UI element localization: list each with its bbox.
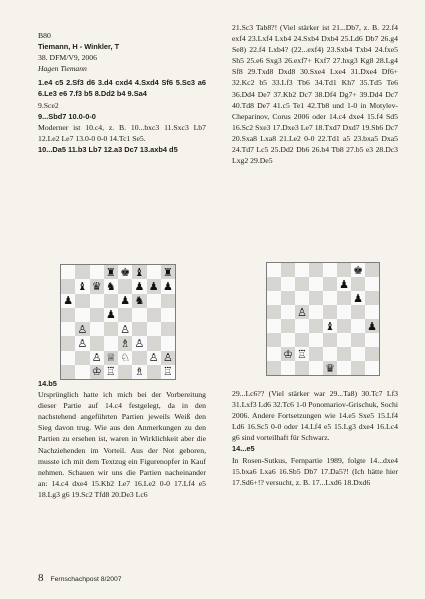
chess-piece: ♖ [105, 365, 116, 379]
board-square [295, 291, 309, 305]
board-square [61, 294, 75, 308]
chess-piece: ♚ [120, 265, 131, 279]
board-square [351, 277, 365, 291]
board-square [309, 333, 323, 347]
board-square [281, 305, 295, 319]
board-square [61, 265, 75, 279]
board-square [295, 333, 309, 347]
board-square [295, 263, 309, 277]
chess-piece: ♙ [148, 351, 159, 365]
board-square [104, 351, 118, 365]
chess-piece: ♝ [325, 319, 335, 333]
board-square [351, 347, 365, 361]
board-square [309, 263, 323, 277]
chess-piece: ♙ [134, 336, 145, 350]
board-square [147, 351, 161, 365]
board-square [104, 265, 118, 279]
board-square [295, 361, 309, 375]
chess-piece: ♙ [77, 322, 88, 336]
chess-piece: ♚ [353, 263, 363, 277]
chess-piece: ♛ [325, 361, 335, 375]
board-square [90, 351, 104, 365]
board-square [267, 277, 281, 291]
board-square [365, 361, 379, 375]
move-heading: 14.b5 [38, 379, 57, 388]
board-square [365, 277, 379, 291]
page-number: 8 [38, 572, 44, 584]
board-square [281, 263, 295, 277]
board-square [61, 279, 75, 293]
board-square [147, 308, 161, 322]
board-square [118, 308, 132, 322]
chess-piece: ♛ [91, 279, 102, 293]
analysis-text-2: 29...Lc6?? (Viel stärker war 29...Ta8) 30.Tc7 Lf3 31.Lxf3 Ld6 32.Tc6 1-0 Ponomariov-Grischuk, Sochi 2006. Andere Fortsetzungen wie 14.e5 Sxe5 15.Lf4 Ld6 16.Sc5 0-0 oder 14.Lf4 e5 15.Lg3 dxe4 16.Lc4 g6 sind vorteilhaft für Schwarz. [232, 389, 398, 443]
chess-piece: ♙ [120, 322, 131, 336]
board-square [61, 336, 75, 350]
chess-piece: ♟ [120, 294, 131, 308]
board-square [104, 322, 118, 336]
chess-piece: ♟ [63, 294, 74, 308]
board-square [295, 277, 309, 291]
board-square [351, 305, 365, 319]
board-square [267, 319, 281, 333]
board-square [323, 347, 337, 361]
chess-piece: ♗ [134, 365, 145, 379]
left-column-bottom [38, 378, 206, 500]
board-square [365, 347, 379, 361]
board-square [323, 333, 337, 347]
board-square [61, 308, 75, 322]
board-square [323, 361, 337, 375]
chess-piece: ♟ [162, 279, 173, 293]
board-square [147, 365, 161, 379]
chess-piece: ♜ [105, 265, 116, 279]
chess-piece: ♗ [120, 336, 131, 350]
chess-piece: ♙ [162, 351, 173, 365]
board-square [365, 263, 379, 277]
chess-piece: ♝ [77, 279, 88, 293]
board-square [281, 361, 295, 375]
right-column-top [232, 22, 398, 166]
chess-piece: ♙ [91, 351, 102, 365]
board-square [90, 308, 104, 322]
board-square [351, 319, 365, 333]
board-square [309, 319, 323, 333]
board-square [281, 333, 295, 347]
board-square [161, 336, 175, 350]
board-square [132, 265, 146, 279]
board-square [104, 308, 118, 322]
mainline-moves-2: 9...Sbd7 10.0-0-0 [38, 111, 96, 121]
board-square [309, 305, 323, 319]
board-square [337, 361, 351, 375]
board-square [61, 365, 75, 379]
board-square [90, 294, 104, 308]
chess-piece: ♔ [283, 347, 293, 361]
analysis-text: Ursprünglich hatte ich mich bei der Vorbereitung dieser Partie auf 14.c4 festgelegt, da in den nachstehend angeführten Partien jeweils Weiß den Sieg davon trug. Wie aus den Anmerkungen zu den Partien zu ersehen ist, waren in Wirklichkeit aber die Nachziehenden im Vorteil. Aus der Not geboren, musste ich mit dem Textzug ein Figurenopfer in Kauf nehmen. Schauen wir uns die Partien nacheinander an: 14.c4 dxe4 15.Kb2 Le7 16.Le2 0-0 17.Lf4 e5 18.Lg3 g6 19.Sc2 Tfd8 20.De3 Lc6 [38, 390, 206, 499]
board-square [337, 263, 351, 277]
board-square [132, 351, 146, 365]
chess-piece: ♙ [77, 336, 88, 350]
board-square [337, 291, 351, 305]
board-square [337, 319, 351, 333]
board-square [267, 333, 281, 347]
board-square [118, 351, 132, 365]
publication-name: Fernschachpost 8/2007 [50, 576, 122, 583]
board-square [132, 308, 146, 322]
board-square [118, 279, 132, 293]
left-column-top [38, 30, 206, 155]
move-heading-2: 14...e5 [232, 444, 255, 454]
board-square [337, 305, 351, 319]
board-square [90, 265, 104, 279]
game-players: Tiemann, H - Winkler, T [38, 42, 120, 52]
board-square [161, 265, 175, 279]
board-square [161, 279, 175, 293]
board-square [365, 333, 379, 347]
page-footer [38, 572, 122, 584]
board-square [118, 336, 132, 350]
variation-comment: 21.Sc3 Tab8?! (Viel stärker ist 21...Db7, z. B. 22.f4 exf4 23.Lxf4 Lxb4 24.Sxb4 Dxb4 25.Ld6 Db7 26.g4 Se8) 22.f4 Lxb4? (22...exf4) 23.Sxb4 Txb4 24.fxe5 Sh5 25.e6 Sxg3 26.exf7+ Kxf7 27.hxg3 Kg8 28.Lg4 Sf8 29.Txd8 Dxd8 30.Sxe4 Lxe4 31.Dxe4 Df6+ 32.Kc2 b5 33.Lf3 Tb6 34.Td1 Kh7 35.Td5 Te6 36.Dd4 De7 37.Kb2 Dc7 38.Df4 Dg7+ 39.Dd4 Dc7 40.Td8 De7 41.c5 Te1 42.Tb8 und 1-0 in Motylev-Cheparinov, Corus 2006 oder 14.c4 dxe4 15.f4 Sd5 16.Sc2 Sxe3 17.Dxe3 Le7 18.Txd7 Dxd7 19.Sb6 Dc7 20.Sxa8 Lxa8 21.Le2 0-0 22.Td1 a5 23.bxa5 Dxa5 24.Td7 Lc5 25.Dd2 Db6 26.b4 Tb8 27.b5 e3 28.Dc3 Lxg2 29.De5 [232, 23, 398, 166]
board-square [161, 351, 175, 365]
board-square [75, 322, 89, 336]
board-square [351, 361, 365, 375]
chess-piece: ♖ [297, 347, 307, 361]
board-square [75, 351, 89, 365]
board-square [75, 308, 89, 322]
board-square [132, 279, 146, 293]
board-square [104, 365, 118, 379]
board-square [281, 277, 295, 291]
board-square [323, 263, 337, 277]
board-square [61, 322, 75, 336]
board-square [337, 333, 351, 347]
comment-1: Moderner ist 10.c4, z. B. 10...bxc3 11.Sxc3 Lb7 12.Le2 Le7 13.0-0 0-0 14.Tc1 Se5. [38, 122, 206, 143]
board-square [118, 365, 132, 379]
board-square [132, 365, 146, 379]
alternative-move: 9.Sce2 [38, 100, 59, 110]
analysis-text-3: In Rosen-Sutkus, Fernpartie 1989, folgte 14...dxe4 15.bxa6 Lxa6 16.Sb5 Db7 17.Da5?! (Ich hätte hier 17.Sd6+!? versucht, z. B. 17...Lxd6 18.Dxd6 [232, 455, 398, 487]
board-square [104, 294, 118, 308]
board-square [147, 322, 161, 336]
eco-code: B80 [38, 31, 51, 40]
board-square [337, 277, 351, 291]
chess-piece: ♜ [162, 265, 173, 279]
board-square [309, 291, 323, 305]
board-square [267, 347, 281, 361]
board-square [365, 291, 379, 305]
annotator: Hagen Tiemann [38, 64, 87, 74]
board-square [309, 361, 323, 375]
chess-piece: ♕ [105, 351, 116, 365]
board-square [351, 291, 365, 305]
board-square [75, 336, 89, 350]
board-square [267, 361, 281, 375]
board-square [295, 305, 309, 319]
board-square [118, 265, 132, 279]
chess-piece: ♟ [148, 279, 159, 293]
chess-piece: ♘ [120, 351, 131, 365]
chess-piece: ♙ [297, 305, 307, 319]
board-square [90, 322, 104, 336]
board-square [267, 263, 281, 277]
board-square [309, 277, 323, 291]
board-square [90, 365, 104, 379]
board-square [161, 294, 175, 308]
board-square [323, 277, 337, 291]
mainline-moves-1: 1.e4 c5 2.Sf3 d6 3.d4 cxd4 4.Sxd4 Sf6 5.Sc3 a6 6.Le3 e6 7.f3 b5 8.Dd2 b4 9.Sa4 [38, 78, 206, 99]
board-square [161, 308, 175, 322]
right-column-bottom [232, 388, 398, 488]
board-square [147, 294, 161, 308]
board-square [147, 279, 161, 293]
board-square [118, 322, 132, 336]
board-square [295, 319, 309, 333]
board-square [90, 336, 104, 350]
board-square [104, 279, 118, 293]
game-event: 38. DFM/V9, 2006 [38, 53, 97, 63]
mainline-moves-3: 10...Da5 11.b3 Lb7 12.a3 Dc7 13.axb4 d5 [38, 144, 178, 154]
chess-diagram-1 [60, 264, 176, 380]
board-square [323, 305, 337, 319]
board-square [281, 319, 295, 333]
board-square [351, 263, 365, 277]
chess-piece: ♟ [367, 319, 377, 333]
board-square [61, 351, 75, 365]
board-square [323, 319, 337, 333]
board-square [323, 291, 337, 305]
board-square [75, 365, 89, 379]
chess-piece: ♝ [134, 265, 145, 279]
board-square [161, 365, 175, 379]
chess-piece: ♟ [339, 277, 349, 291]
board-square [104, 336, 118, 350]
chess-piece: ♞ [105, 279, 116, 293]
board-square [161, 322, 175, 336]
board-square [147, 265, 161, 279]
board-square [75, 265, 89, 279]
chess-piece: ♟ [105, 308, 116, 322]
board-square [267, 305, 281, 319]
chess-piece: ♟ [353, 291, 363, 305]
board-square [75, 294, 89, 308]
chess-piece: ♞ [134, 294, 145, 308]
board-square [337, 347, 351, 361]
board-square [118, 294, 132, 308]
board-square [281, 347, 295, 361]
chess-piece: ♖ [162, 365, 173, 379]
chess-piece: ♟ [134, 279, 145, 293]
board-square [309, 347, 323, 361]
board-square [132, 336, 146, 350]
board-square [132, 294, 146, 308]
board-square [267, 291, 281, 305]
board-square [281, 291, 295, 305]
board-square [90, 279, 104, 293]
board-square [75, 279, 89, 293]
board-square [132, 322, 146, 336]
board-square [295, 347, 309, 361]
chess-diagram-2 [266, 262, 380, 376]
board-square [365, 305, 379, 319]
board-square [351, 333, 365, 347]
board-square [147, 336, 161, 350]
chess-piece: ♔ [91, 365, 102, 379]
board-square [365, 319, 379, 333]
